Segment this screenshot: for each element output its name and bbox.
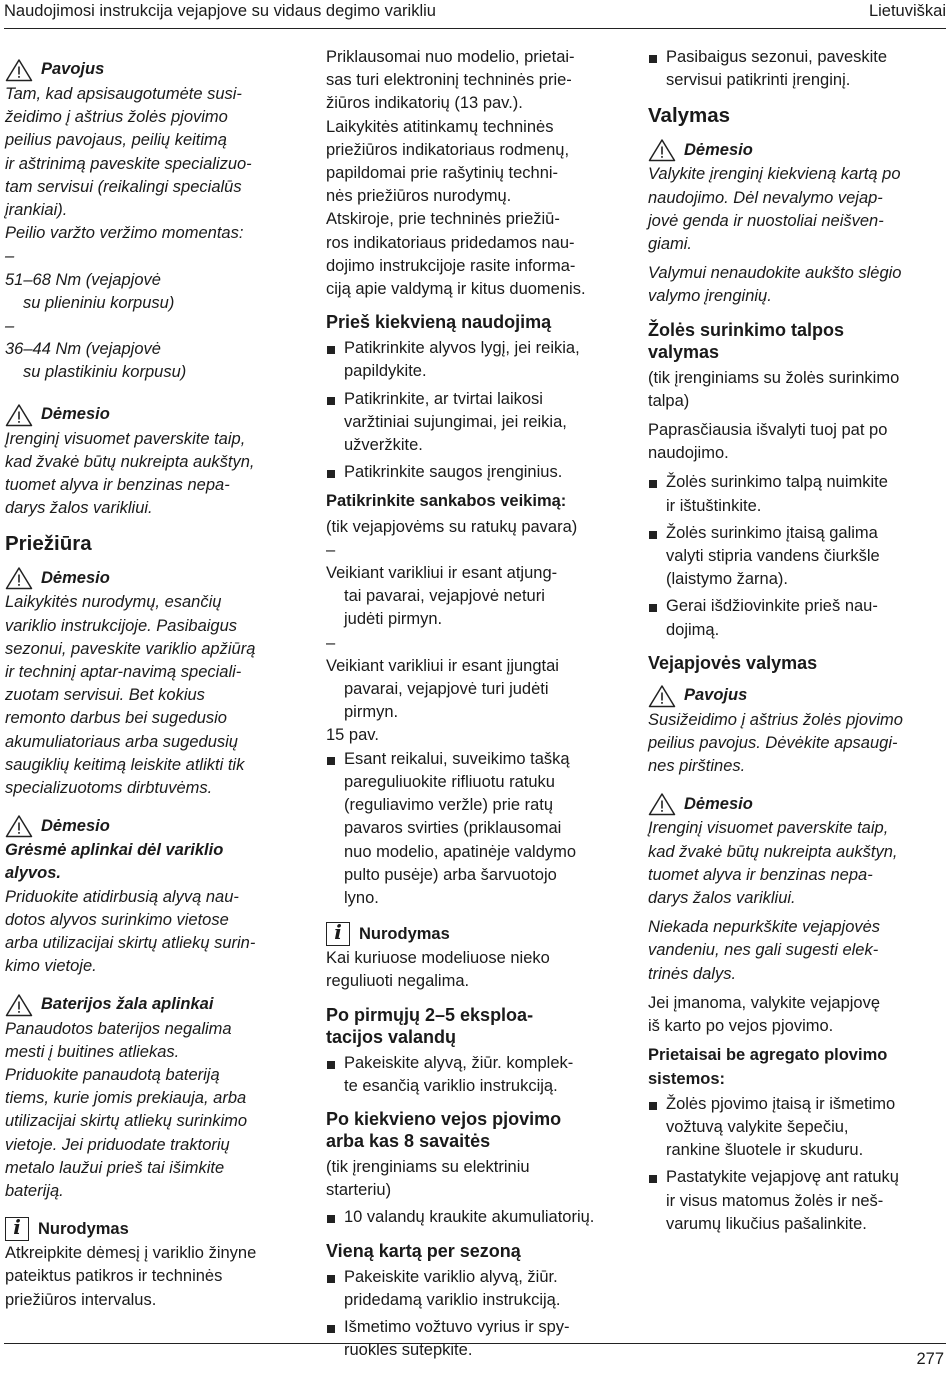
warning-triangle-icon xyxy=(648,138,676,162)
intro-text xyxy=(326,46,624,301)
list-item-line: su plastikiniu korpusu) xyxy=(23,363,187,382)
text-line: nes pirštines. xyxy=(648,757,746,776)
text-line: tuomet alyva ir benzinas nepa- xyxy=(5,476,230,495)
text-line: variklio instrukcijoje. Pasibaigus xyxy=(5,616,238,635)
first-hours-list xyxy=(326,1052,624,1098)
list-item-line: (laistymo žarna). xyxy=(666,570,788,589)
list-item xyxy=(326,1316,624,1362)
list-item xyxy=(648,471,946,517)
heading-8-weeks xyxy=(326,1108,624,1152)
text-line: saugiklių keitimą leiskite atlikti tik xyxy=(5,755,245,774)
warning-text xyxy=(5,591,303,800)
text-line: Įrenginį visuomet paverskite taip, xyxy=(648,819,889,838)
text-line: tuomet alyva ir benzinas nepa- xyxy=(648,865,873,884)
text-line: metalo laužui prieš tai išimkite xyxy=(5,1158,225,1177)
text-line: Grėsmė aplinkai dėl variklio xyxy=(5,841,224,860)
list-item-line: pavaros svirties (priklausomai xyxy=(344,819,562,838)
text-line: mesti į buitines atliekas. xyxy=(5,1042,180,1061)
list-item-line: – 36–44 Nm (vejapjovė xyxy=(5,340,161,359)
list-item-line: pavarai, vejapjovė turi judėti xyxy=(344,680,549,699)
text-line: įrankiai). xyxy=(5,201,68,220)
text-line: nės priežiūros nurodymų. xyxy=(326,187,512,206)
before-use-list xyxy=(326,337,624,484)
warning-label: Dėmesio xyxy=(684,794,753,813)
text-line: Priduokite panaudotą bateriją xyxy=(5,1065,220,1084)
list-item-line: varžtiniai sujungimai, jei reikia, xyxy=(344,412,567,431)
text-line: utilizacijai skirtų atliekų surinkimo xyxy=(5,1112,248,1131)
text-line: Peilio varžto veržimo momentas: xyxy=(5,224,244,243)
text-line: Prietaisai be agregato plovimo xyxy=(648,1046,888,1065)
warning-text xyxy=(648,709,946,779)
list-item-line: vožtuvą valykite šepečiu, xyxy=(666,1117,849,1136)
warning-attention-1 xyxy=(5,403,303,427)
heading-catcher-cleaning xyxy=(648,319,946,363)
page-number: 277 xyxy=(916,1350,944,1368)
text-line: naudojimo. xyxy=(648,444,729,463)
clutch-note: (tik vejapjovėms su ratukų pavara) xyxy=(326,517,578,536)
list-item-line: Pakeiskite variklio alyvą, žiūr. xyxy=(344,1267,558,1286)
section-heading-cleaning: Valymas xyxy=(648,104,731,128)
warning-triangle-icon xyxy=(5,566,33,590)
page-header xyxy=(4,0,946,29)
warning-triangle-icon xyxy=(648,792,676,816)
text-line: valymo įrenginių. xyxy=(648,287,772,306)
text-line: kimo vietoje. xyxy=(5,957,97,976)
text-line: Paprasčiausia išvalyti tuoj pat po xyxy=(648,421,888,440)
text-line: Kai kuriuose modeliuose nieko xyxy=(326,949,550,968)
text-line: Laikykitės atitinkamų techninės xyxy=(326,117,554,136)
list-item-line: Patikrinkite saugos įrenginius. xyxy=(344,463,563,482)
info-icon xyxy=(5,1217,29,1241)
warning-text-2 xyxy=(648,916,946,986)
list-item xyxy=(648,595,946,641)
list-item-line: Patikrinkite alyvos lygį, jei reikia, xyxy=(344,339,580,358)
note-2 xyxy=(326,922,624,946)
text-line: trinės dalys. xyxy=(648,964,737,983)
heading-clutch-check: Patikrinkite sankabos veikimą: xyxy=(326,492,567,511)
list-item-line: Pastatykite vejapjovę ant ratukų xyxy=(666,1168,899,1187)
list-item-line: ir ištuštinkite. xyxy=(666,496,762,515)
list-item-line: Žolės pjovimo įtaisą ir išmetimo xyxy=(666,1094,896,1113)
list-item-line: – Veikiant varikliui ir esant atjung- xyxy=(326,564,558,583)
warning-text xyxy=(5,83,303,222)
warning-triangle-icon xyxy=(5,993,33,1017)
season-list xyxy=(326,1266,624,1363)
list-item xyxy=(648,522,946,592)
list-item-line: Patikrinkite, ar tvirtai laikosi xyxy=(344,389,543,408)
text-line: Po kiekvieno vejos pjovimo xyxy=(326,1108,562,1129)
warning-label: Dėmesio xyxy=(41,816,110,835)
text-line: priežiūros indikatoriaus rodmenų, xyxy=(326,140,570,159)
text-line: reguliuoti negalima. xyxy=(326,972,470,991)
warning-text xyxy=(5,428,303,521)
heading-before-use: Prieš kiekvieną naudojimą xyxy=(326,312,552,333)
warning-danger-1 xyxy=(5,58,303,82)
note-1 xyxy=(5,1217,303,1241)
text-line: Įrenginį visuomet paverskite taip, xyxy=(5,429,246,448)
text-line: priežiūros intervalus. xyxy=(5,1290,157,1309)
column-3 xyxy=(648,46,946,1240)
list-item-line: lyno. xyxy=(344,888,379,907)
text-line: žeidimo į aštrius žolės pjovimo xyxy=(5,108,228,127)
text-line: vandeniu, nes gali sugesti elek- xyxy=(648,941,879,960)
note-text xyxy=(326,947,624,993)
text-line: zuotam servisui. Bet kokius xyxy=(5,686,205,705)
heading-mower-cleaning: Vejapjovės valymas xyxy=(648,652,818,673)
warning-text xyxy=(648,163,946,256)
list-item xyxy=(326,461,624,484)
warning-text-2 xyxy=(648,262,946,308)
text-line: Atkreipkite dėmesį į variklio žinyne xyxy=(5,1244,257,1263)
list-item-line: Žolės surinkimo įtaisą galima xyxy=(666,523,878,542)
list-item-line: Pakeiskite alyvą, žiūr. komplek- xyxy=(344,1053,574,1072)
header-title: Naudojimosi instrukcija vejapjove su vidaus degimo varikliu xyxy=(4,2,436,20)
list-item-line: ir visus matomus žolės ir neš- xyxy=(666,1191,884,1210)
text-line: specializuotoms dirbtuvėms. xyxy=(5,779,213,798)
text-line: Priduokite atidirbusią alyvą nau- xyxy=(5,887,239,906)
text-line: Valykite įrenginį kiekvieną kartą po xyxy=(648,165,901,184)
text-line: remonto darbus bei sugedusio xyxy=(5,709,227,728)
text-line: sezonui, paveskite variklio apžiūrą xyxy=(5,639,256,658)
list-item-line: varumų likučius pašalinkite. xyxy=(666,1214,867,1233)
text-line: Žolės surinkimo talpos xyxy=(648,319,845,340)
list-item-line: Esant reikalui, suveikimo tašką xyxy=(344,749,570,768)
list-item-line: pareguliuokite rifliuotu ratuku xyxy=(344,772,555,791)
list-item xyxy=(5,315,303,385)
text-line: arba kas 8 savaitės xyxy=(326,1130,491,1151)
catcher-text xyxy=(648,419,946,465)
list-item-line: su plieniniu korpusu) xyxy=(23,293,175,312)
list-item xyxy=(326,748,624,910)
text-line: vietoje. Jei priduodate traktorių xyxy=(5,1135,230,1154)
warning-label: Dėmesio xyxy=(41,405,110,424)
list-item-line: te esančią variklio instrukciją. xyxy=(344,1076,558,1095)
warning-battery xyxy=(5,993,303,1017)
text-line: Susižeidimo į aštrius žolės pjovimo xyxy=(648,710,903,729)
eight-weeks-note xyxy=(326,1156,624,1202)
text-line: giami. xyxy=(648,235,693,254)
text-line: ir aštrinimą paveskite specializuo- xyxy=(5,154,252,173)
text-line: dotos alyvos surinkimo vietose xyxy=(5,910,229,929)
text-line: Priklausomai nuo modelio, prietai- xyxy=(326,48,575,66)
text-line: peilius pavojaus, peilių keitimą xyxy=(5,131,227,150)
text-line: sas turi elektroninį techninės prie- xyxy=(326,71,572,90)
heading-season: Vieną kartą per sezoną xyxy=(326,1240,521,1261)
catcher-list xyxy=(648,471,946,641)
text-line: starteriu) xyxy=(326,1181,392,1200)
warning-label: Dėmesio xyxy=(41,568,110,587)
list-item xyxy=(326,1052,624,1098)
list-item-line: papildykite. xyxy=(344,362,427,381)
list-item-line: Gerai išdžiovinkite prieš nau- xyxy=(666,597,878,616)
text-line: Tam, kad apsisaugotumėte susi- xyxy=(5,85,242,103)
list-item-line: pulto pusėje) arba šarvuotojo xyxy=(344,865,557,884)
list-item-line: užveržkite. xyxy=(344,436,423,455)
cleaning-advice xyxy=(648,992,946,1038)
list-item-line: Išmetimo vožtuvo vyrius ir spy- xyxy=(344,1317,570,1336)
text-line: naudojimo. Dėl nevalymo vejap- xyxy=(648,188,883,207)
info-icon xyxy=(326,922,350,946)
warning-bold-text xyxy=(5,839,303,885)
text-line: peilius pavojus. Dėvėkite apsaugi- xyxy=(648,734,898,753)
catcher-note xyxy=(648,367,946,413)
list-item-line: nuo modelio, apatinėje valdymo xyxy=(344,842,577,861)
header-language: Lietuviškai xyxy=(868,2,946,20)
note-text xyxy=(5,1242,303,1312)
list-item-line: pirmyn. xyxy=(344,703,399,722)
list-item-line: Pasibaigus sezonui, paveskite xyxy=(666,48,888,66)
text-line: jovė genda ir nuostoliai neišven- xyxy=(648,211,884,230)
list-item xyxy=(326,1206,624,1229)
list-item-line: servisui patikrinti įrenginį. xyxy=(666,71,851,90)
list-item xyxy=(648,1093,946,1163)
text-line: darys žalos varikliui. xyxy=(5,499,153,518)
list-item xyxy=(326,337,624,383)
text-line: Atskiroje, prie techninės priežiū- xyxy=(326,210,560,229)
list-item xyxy=(326,632,624,725)
list-item xyxy=(326,388,624,458)
heading-first-hours xyxy=(326,1004,624,1048)
text-line: (tik įrenginiams su žolės surinkimo xyxy=(648,368,900,387)
warning-text xyxy=(5,886,303,979)
warning-attention-3 xyxy=(5,814,303,838)
warning-label: Dėmesio xyxy=(684,140,753,159)
text-line: valymas xyxy=(648,341,720,362)
list-item-line: rankine šluotele ir skuduru. xyxy=(666,1141,864,1160)
text-line: bateriją. xyxy=(5,1181,64,1200)
warning-label: Baterijos žala aplinkai xyxy=(41,994,214,1013)
footer-rule xyxy=(4,1343,946,1344)
warning-label: Pavojus xyxy=(41,60,105,79)
list-item xyxy=(5,245,303,315)
text-line: (tik įrenginiams su elektriniu xyxy=(326,1157,530,1176)
text-line: ir techninį aptar-navimą speciali- xyxy=(5,663,242,682)
text-line: Po pirmųjų 2–5 eksploa- xyxy=(326,1004,534,1025)
text-line: darys žalos varikliui. xyxy=(648,889,796,908)
text-line: Laikykitės nurodymų, esančių xyxy=(5,593,222,612)
warning-label: Pavojus xyxy=(684,686,748,705)
warning-attention-5 xyxy=(648,792,946,816)
list-item-line: – Veikiant varikliui ir esant įjungtai xyxy=(326,656,559,675)
text-line: papildomai prie rašytinių techni- xyxy=(326,164,559,183)
warning-triangle-icon xyxy=(5,403,33,427)
warning-triangle-icon xyxy=(648,684,676,708)
warning-text xyxy=(648,817,946,910)
text-line: arba utilizacijai skirtų atliekų surin- xyxy=(5,934,256,953)
adjust-list xyxy=(326,748,624,910)
list-item-line: ruokles sutepkite. xyxy=(344,1341,473,1360)
text-line: Niekada nepurkškite vejapjovės xyxy=(648,918,881,937)
list-item-line: dojimą. xyxy=(666,620,720,639)
warning-triangle-icon xyxy=(5,814,33,838)
list-item-line: tai pavarai, vejapjovė neturi xyxy=(344,587,545,606)
text-line: tacijos valandų xyxy=(326,1026,457,1047)
list-item-line: valyti stipria vandens čiurkšle xyxy=(666,547,880,566)
text-line: akumuliatoriaus arba sugedusių xyxy=(5,732,238,751)
list-item-line: Žolės surinkimo talpą nuimkite xyxy=(666,473,888,492)
list-item-line: (reguliavimo veržle) prie ratų xyxy=(344,796,554,815)
text-line: tiems, kurie jomis prekiauja, arba xyxy=(5,1089,247,1108)
warning-text xyxy=(5,1018,303,1204)
column-1 xyxy=(5,46,303,1312)
torque-heading xyxy=(5,222,303,245)
list-item-line: judėti pirmyn. xyxy=(344,610,443,629)
warning-attention-2 xyxy=(5,566,303,590)
text-line: sistemos: xyxy=(648,1069,726,1088)
list-item-line: 10 valandų kraukite akumuliatorių. xyxy=(344,1208,595,1227)
list-item-line: – 51–68 Nm (vejapjovė xyxy=(5,270,161,289)
note-label: Nurodymas xyxy=(359,924,450,943)
text-line: iš karto po vejos pjovimo. xyxy=(648,1017,834,1036)
eight-weeks-list xyxy=(326,1206,624,1229)
section-heading-maintenance: Priežiūra xyxy=(5,532,92,556)
figure-reference: 15 pav. xyxy=(326,726,379,745)
list-item xyxy=(648,46,946,92)
text-line: talpa) xyxy=(648,391,690,410)
list-item xyxy=(326,539,624,632)
list-item-line: pridedamą variklio instrukciją. xyxy=(344,1290,561,1309)
text-line: ros indikatoriaus pridedamos nau- xyxy=(326,233,575,252)
text-line: tam servisui (reikalingi specialūs xyxy=(5,177,242,196)
text-line: ciją apie valdymą ir kitus duomenis. xyxy=(326,280,586,299)
warning-attention-4 xyxy=(648,138,946,162)
season-end-list xyxy=(648,46,946,92)
column-2 xyxy=(326,46,624,1366)
text-line: Jei įmanoma, valykite vejapjovę xyxy=(648,993,881,1012)
clutch-list xyxy=(326,539,624,725)
note-label: Nurodymas xyxy=(38,1219,129,1238)
text-line: Panaudotos baterijos negalima xyxy=(5,1019,232,1038)
text-line: pateiktus patikros ir techninės xyxy=(5,1267,223,1286)
text-line: kad žvakė būtų nukreipta aukštyn, xyxy=(5,452,255,471)
torque-list xyxy=(5,245,303,384)
heading-without-wash-system xyxy=(648,1044,946,1090)
text-line: Valymui nenaudokite aukšto slėgio xyxy=(648,264,902,283)
without-wash-list xyxy=(648,1093,946,1236)
text-line: kad žvakė būtų nukreipta aukštyn, xyxy=(648,842,898,861)
text-line: dojimo instrukcijoje rasite informa- xyxy=(326,256,576,275)
warning-danger-2 xyxy=(648,684,946,708)
text-line: žiūros indikatorių (13 pav.). xyxy=(326,94,523,113)
warning-triangle-icon xyxy=(5,58,33,82)
list-item xyxy=(326,1266,624,1312)
list-item xyxy=(648,1166,946,1236)
text-line: alyvos. xyxy=(5,864,61,883)
